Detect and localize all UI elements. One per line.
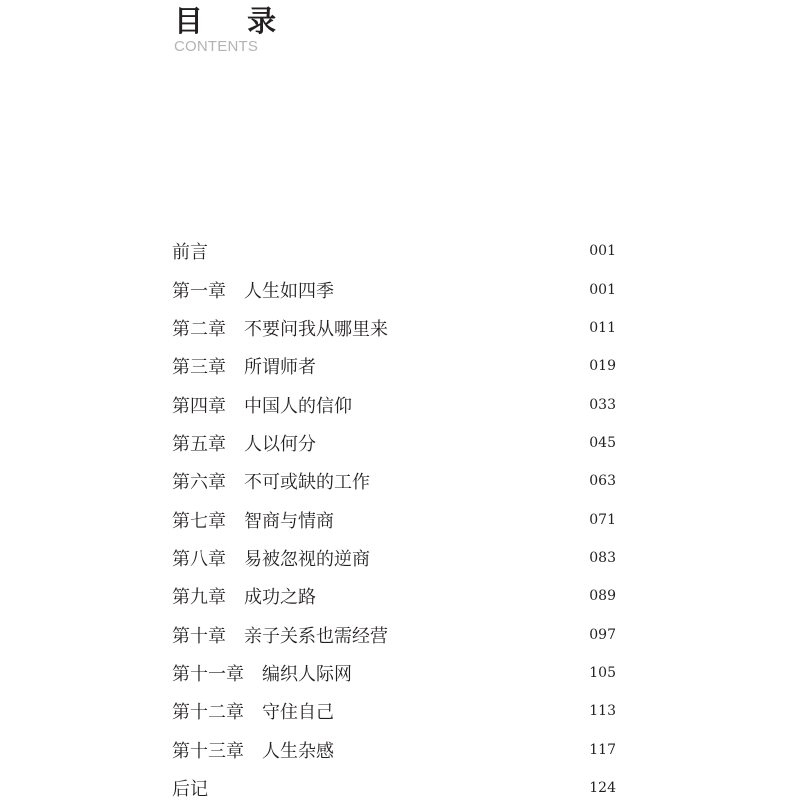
toc-entry-chapter-11[interactable] bbox=[172, 654, 616, 692]
toc-entry-chapter-9[interactable] bbox=[172, 577, 616, 615]
toc-page-number: 001 bbox=[589, 243, 616, 260]
toc-entry-chapter-13[interactable] bbox=[172, 730, 616, 768]
toc-page-number: 019 bbox=[589, 358, 616, 375]
toc-page-number: 089 bbox=[589, 588, 616, 605]
toc-page-number: 011 bbox=[589, 319, 616, 336]
toc-chapter-label: 第四章 bbox=[172, 395, 226, 417]
toc-page-number: 105 bbox=[589, 664, 616, 681]
toc-chapter-label: 第六章 bbox=[172, 472, 226, 494]
toc-entry-chapter-7[interactable] bbox=[172, 500, 616, 538]
toc-chapter-label: 第十章 bbox=[172, 625, 226, 647]
toc-chapter-title: 人以何分 bbox=[244, 433, 316, 455]
toc-chapter-title: 人生如四季 bbox=[244, 280, 334, 302]
toc-entry-chapter-6[interactable] bbox=[172, 462, 616, 500]
toc-chapter-label: 第九章 bbox=[172, 587, 226, 609]
toc-chapter-label: 前言 bbox=[172, 242, 208, 264]
toc-page-number: 097 bbox=[589, 626, 616, 643]
toc-chapter-title: 亲子关系也需经营 bbox=[244, 625, 388, 647]
toc-chapter-title: 所谓师者 bbox=[244, 357, 316, 379]
toc-chapter-label: 第十三章 bbox=[172, 740, 244, 762]
toc-page-number: 113 bbox=[589, 703, 616, 720]
toc-page-number: 071 bbox=[589, 511, 616, 528]
toc-page-number: 001 bbox=[589, 281, 616, 298]
toc-entry-chapter-12[interactable] bbox=[172, 692, 616, 730]
toc-chapter-label: 第十二章 bbox=[172, 702, 244, 724]
toc-chapter-label: 第一章 bbox=[172, 280, 226, 302]
toc-chapter-label: 第五章 bbox=[172, 433, 226, 455]
toc-entry-chapter-2[interactable] bbox=[172, 309, 616, 347]
toc-chapter-title: 编织人际网 bbox=[262, 663, 352, 685]
toc-chapter-title: 不可或缺的工作 bbox=[244, 472, 370, 494]
toc-entry-chapter-3[interactable] bbox=[172, 347, 616, 385]
toc-page-number: 124 bbox=[589, 779, 616, 796]
toc-entry-chapter-1[interactable] bbox=[172, 270, 616, 308]
toc-entry-afterword[interactable] bbox=[172, 769, 616, 807]
page-title: 目 录 bbox=[174, 4, 294, 38]
toc-chapter-label: 第八章 bbox=[172, 548, 226, 570]
table-of-contents bbox=[172, 232, 616, 807]
toc-chapter-title: 中国人的信仰 bbox=[244, 395, 352, 417]
toc-entry-chapter-4[interactable] bbox=[172, 385, 616, 423]
toc-chapter-label: 第七章 bbox=[172, 510, 226, 532]
page-subtitle: CONTENTS bbox=[174, 38, 259, 55]
toc-chapter-title: 成功之路 bbox=[244, 587, 316, 609]
toc-entry-chapter-8[interactable] bbox=[172, 539, 616, 577]
toc-chapter-title: 易被忽视的逆商 bbox=[244, 548, 370, 570]
toc-entry-chapter-5[interactable] bbox=[172, 424, 616, 462]
toc-chapter-title: 智商与情商 bbox=[244, 510, 334, 532]
toc-page-number: 063 bbox=[589, 473, 616, 490]
toc-chapter-label: 第二章 bbox=[172, 318, 226, 340]
toc-chapter-title: 人生杂感 bbox=[262, 740, 334, 762]
toc-entry-preface[interactable] bbox=[172, 232, 616, 270]
toc-chapter-label: 第十一章 bbox=[172, 663, 244, 685]
toc-page-number: 083 bbox=[589, 549, 616, 566]
toc-page-number: 045 bbox=[589, 434, 616, 451]
toc-page-number: 033 bbox=[589, 396, 616, 413]
toc-entry-chapter-10[interactable] bbox=[172, 615, 616, 653]
toc-chapter-label: 后记 bbox=[172, 778, 208, 800]
toc-chapter-title: 不要问我从哪里来 bbox=[244, 318, 388, 340]
toc-chapter-label: 第三章 bbox=[172, 357, 226, 379]
toc-chapter-title: 守住自己 bbox=[262, 702, 334, 724]
toc-page-number: 117 bbox=[589, 741, 616, 758]
